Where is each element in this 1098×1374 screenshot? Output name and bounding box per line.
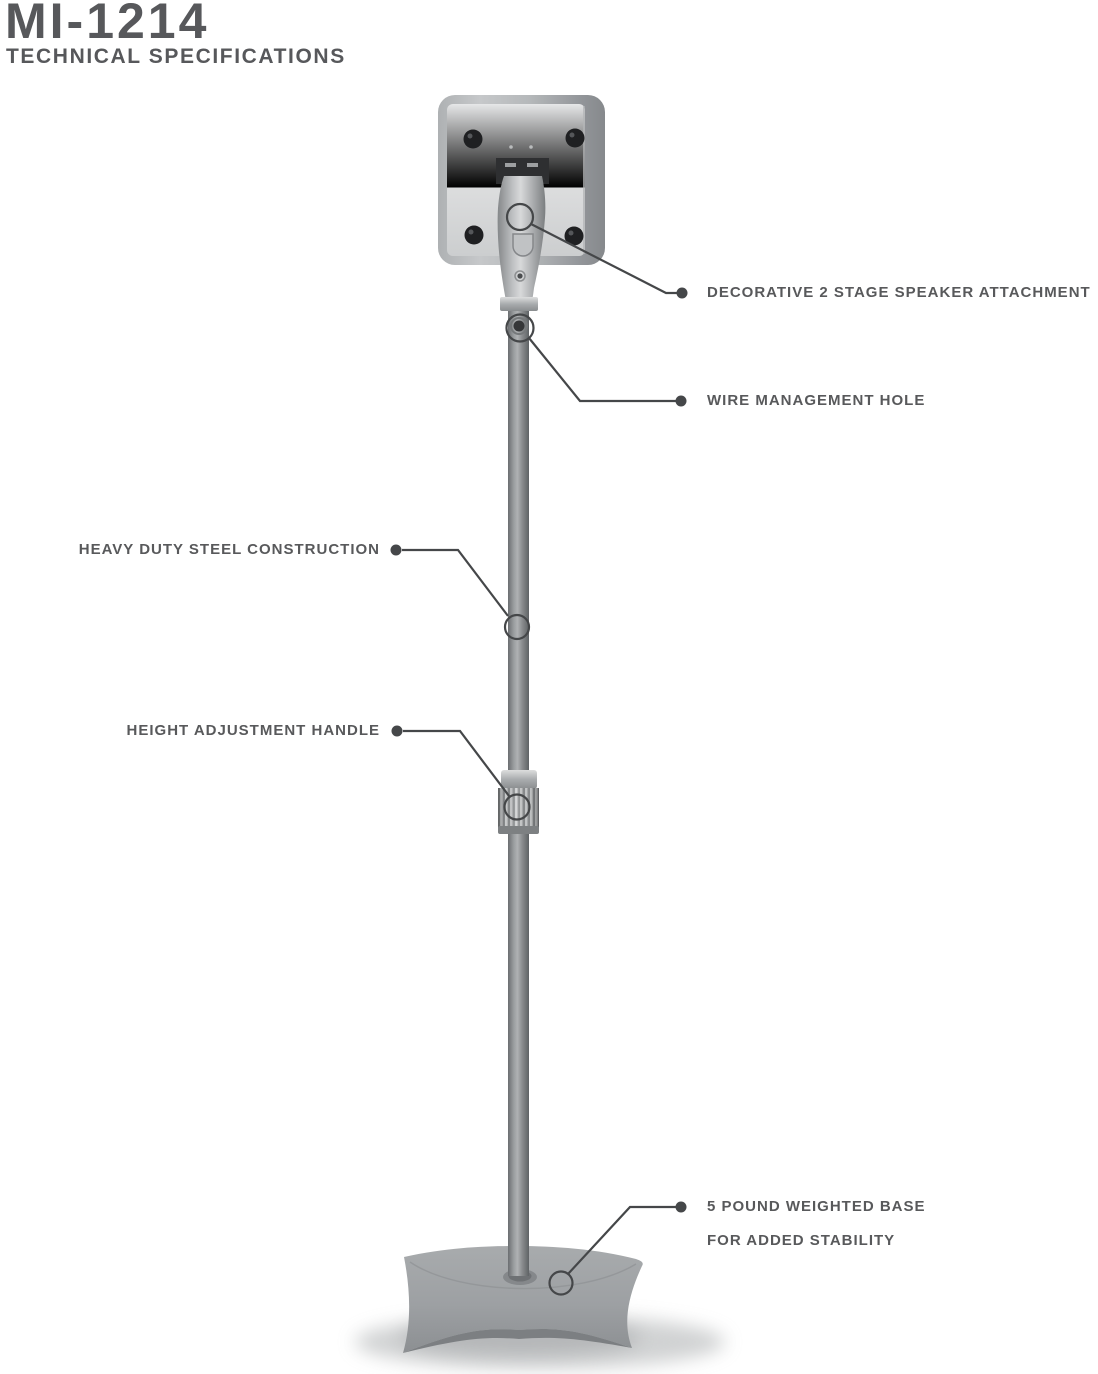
- callout-label-height-adjustment-handle: HEIGHT ADJUSTMENT HANDLE: [126, 722, 380, 739]
- speaker-attachment: [498, 176, 546, 311]
- page-subtitle: TECHNICAL SPECIFICATIONS: [6, 45, 346, 68]
- callout-dots: [391, 288, 688, 1213]
- callout-label-steel-construction: HEAVY DUTY STEEL CONSTRUCTION: [78, 541, 380, 558]
- callout-lines: [391, 204, 688, 1295]
- callout-label-weighted-base-line2: FOR ADDED STABILITY: [707, 1232, 896, 1249]
- attachment-collar: [500, 297, 538, 311]
- callout-label-wire-management-hole: WIRE MANAGEMENT HOLE: [707, 392, 926, 409]
- callout-label-speaker-attachment: DECORATIVE 2 STAGE SPEAKER ATTACHMENT: [707, 284, 1091, 301]
- attachment-notch: [513, 234, 533, 256]
- callout-label-weighted-base-line1: 5 POUND WEIGHTED BASE: [707, 1198, 926, 1215]
- callout-label-weighted-base: [707, 1190, 926, 1258]
- height-adjustment-handle: [498, 770, 539, 834]
- product-model-title: MI-1214: [5, 0, 210, 49]
